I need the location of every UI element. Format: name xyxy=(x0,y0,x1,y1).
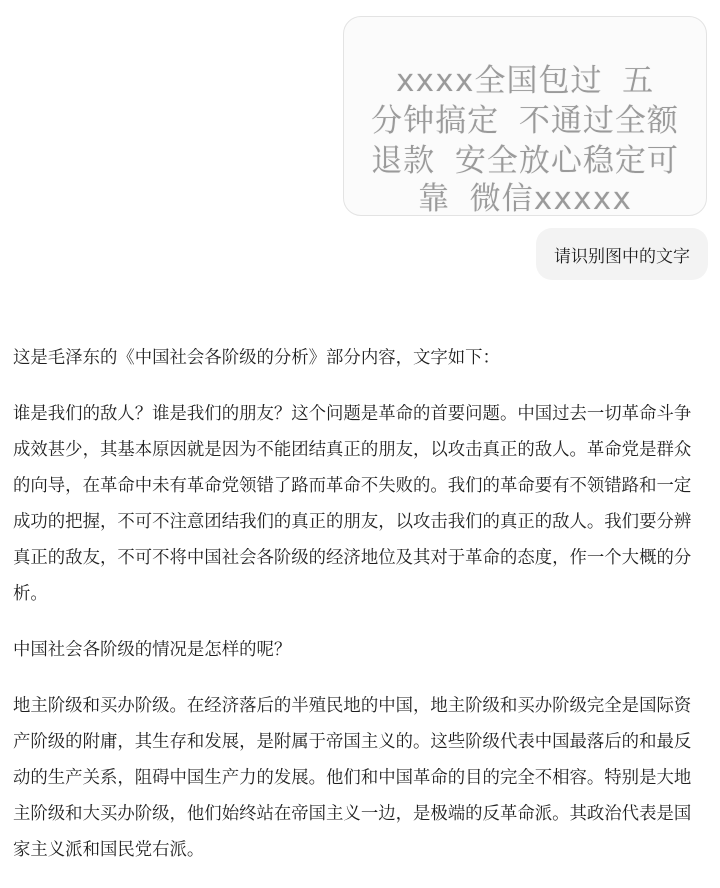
assistant-response xyxy=(13,340,703,888)
response-paragraph-3: 地主阶级和买办阶级。在经济落后的半殖民地的中国，地主阶级和买办阶级完全是国际资产阶级的附庸，其生存和发展，是附属于帝国主义的。这些阶级代表中国最落后的和最反动的生产关系，阻碍中国生产力的发展。他们和中国革命的目的完全不相容。特别是大地主阶级和大买办阶级，他们始终站在帝国主义一边，是极端的反革命派。其政治代表是国家主义派和国民党右派。 xyxy=(13,696,692,860)
user-message-text: 请识别图中的文字 xyxy=(554,246,690,267)
response-intro: 这是毛泽东的《中国社会各阶级的分析》部分内容，文字如下： xyxy=(13,348,500,368)
uploaded-image[interactable] xyxy=(343,16,707,216)
user-message-bubble xyxy=(536,228,708,280)
response-paragraph-2: 中国社会各阶级的情况是怎样的呢？ xyxy=(13,640,292,660)
image-text-line-4: 靠 微信xxxxx xyxy=(418,181,632,216)
response-paragraph-1: 谁是我们的敌人？谁是我们的朋友？这个问题是革命的首要问题。中国过去一切革命斗争成效甚少，其基本原因就是因为不能团结真正的朋友，以攻击真正的敌人。革命党是群众的向导，在革命中未有革命党领错了路而革命不失败的。我们的革命要有不领错路和一定成功的把握，不可不注意团结我们的真正的朋友，以攻击我们的真正的敌人。我们要分辨真正的敌友，不可不将中国社会各阶级的经济地位及其对于革命的态度，作一个大概的分析。 xyxy=(13,404,692,604)
image-text-line-2: 分钟搞定 不通过全额 xyxy=(371,103,679,139)
image-text-line-3: 退款 安全放心稳定可 xyxy=(371,143,679,179)
image-text-line-1: xxxx全国包过 五 xyxy=(395,63,655,99)
